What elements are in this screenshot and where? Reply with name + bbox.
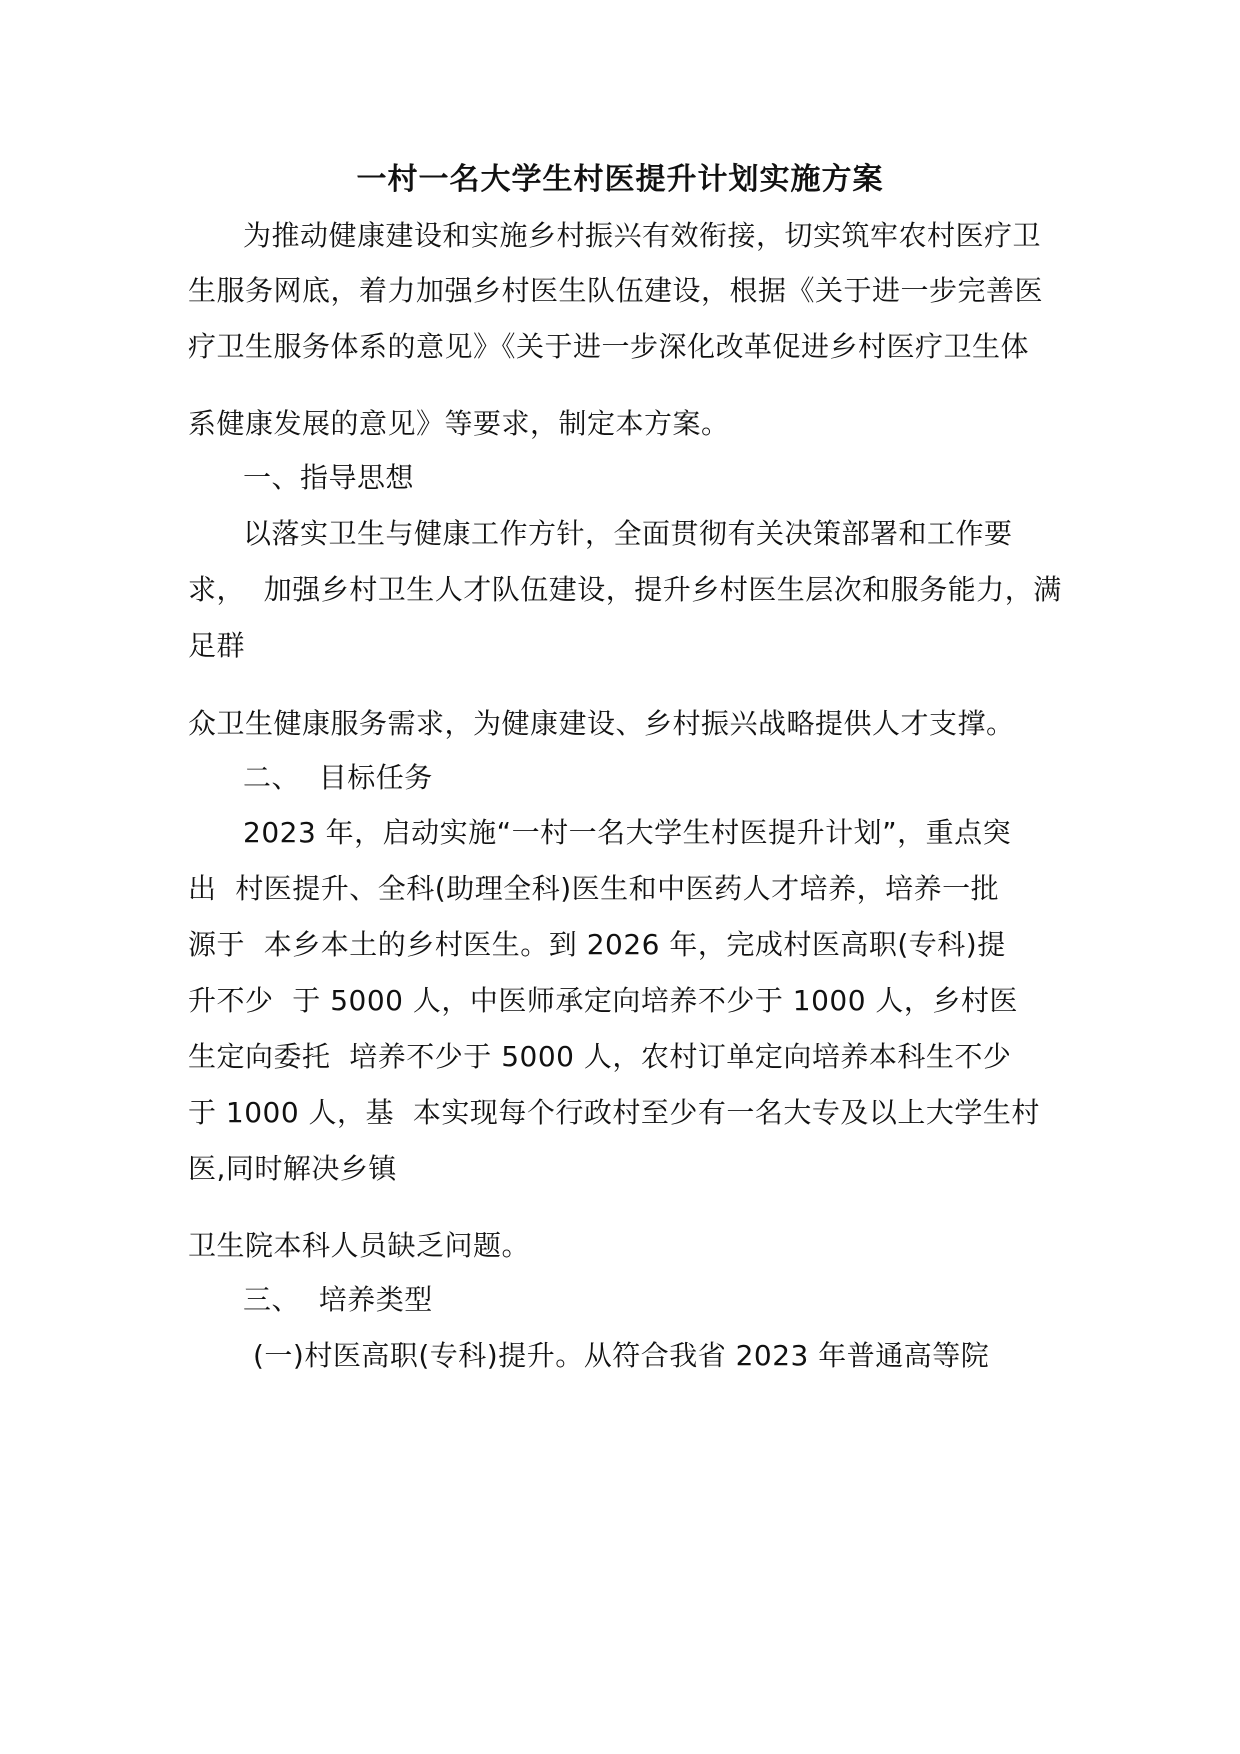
paragraph-line: 生服务网底，着力加强乡村医生队伍建设，根据《关于进一步完善医 <box>188 274 1044 307</box>
paragraph-line: 疗卫生服务体系的意见》《关于进一步深化改革促进乡村医疗卫生体 <box>188 330 1030 363</box>
section-heading: 一、指导思想 <box>243 461 415 494</box>
paragraph-line: 出 村医提升、全科(助理全科)医生和中医药人才培养，培养一批 <box>188 872 1000 905</box>
paragraph-line: 系健康发展的意见》等要求，制定本方案。 <box>188 407 730 440</box>
paragraph-line: 以落实卫生与健康工作方针，全面贯彻有关决策部署和工作要 <box>243 517 1013 550</box>
paragraph-line: 升不少 于 5000 人，中医师承定向培养不少于 1000 人，乡村医 <box>188 984 1018 1017</box>
paragraph-line: 众卫生健康服务需求，为健康建设、乡村振兴战略提供人才支撑。 <box>188 707 1015 740</box>
paragraph-line: 足群 <box>188 629 246 662</box>
paragraph-line: (一)村医高职(专科)提升。从符合我省 2023 年普通高等院 <box>253 1339 990 1372</box>
paragraph-line: 求， 加强乡村卫生人才队伍建设，提升乡村医生层次和服务能力，满 <box>188 573 1062 606</box>
document-title: 一村一名大学生村医提升计划实施方案 <box>356 162 884 197</box>
paragraph-line: 源于 本乡本土的乡村医生。到 2026 年，完成村医高职(专科)提 <box>188 928 1006 961</box>
paragraph-line: 于 1000 人，基 本实现每个行政村至少有一名大专及以上大学生村 <box>188 1096 1040 1129</box>
paragraph-line: 2023 年，启动实施“一村一名大学生村医提升计划”，重点突 <box>243 816 1012 849</box>
section-heading: 三、 培养类型 <box>243 1283 433 1316</box>
paragraph-line: 生定向委托 培养不少于 5000 人，农村订单定向培养本科生不少 <box>188 1040 1012 1073</box>
paragraph-line: 为推动健康建设和实施乡村振兴有效衔接，切实筑牢农村医疗卫 <box>243 219 1042 252</box>
section-heading: 二、 目标任务 <box>243 761 433 794</box>
paragraph-line: 卫生院本科人员缺乏问题。 <box>188 1229 531 1262</box>
paragraph-line: 医,同时解决乡镇 <box>188 1152 397 1185</box>
